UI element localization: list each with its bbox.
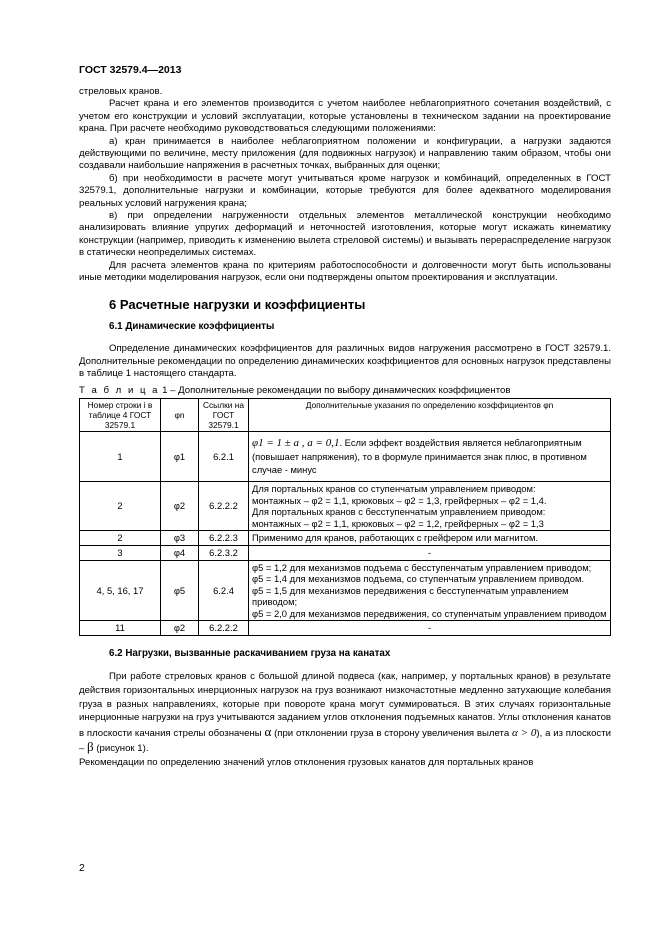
cell-notes: - (249, 621, 611, 636)
table-header-row (80, 398, 611, 431)
section-6-1-title: 6.1 Динамические коэффициенты (109, 320, 275, 332)
note-line: Для портальных кранов с бесступенчатым управлением приводом: (252, 506, 546, 518)
header-reference: Ссылки на ГОСТ 32579.1 (199, 398, 249, 431)
header-row-number: Номер строки i в таблице 4 ГОСТ 32579.1 (80, 398, 161, 431)
table-caption-label: Т а б л и ц а (79, 384, 160, 396)
note-text: . Если эффект воздействия является неблагоприятным (повышает напряжения), то в формуле принимается знак плюс, в противном случае - минус (252, 437, 587, 476)
cell-notes: Применимо для кранов, работающих с грейфером или магнитом. (249, 531, 611, 546)
text-segment: (при отклонении груза в сторону увеличения вылета (274, 727, 510, 739)
cell-notes (249, 560, 611, 621)
paragraph-alternative-methods: Для расчета элементов крана по критериям работоспособности и долговечности могут быть использованы иные методики моделирования нагрузок, если они подтверждены опытом проектирования и эксплуатации. (79, 259, 611, 284)
note-line: монтажных – φ2 = 1,1, крюковых – φ2 = 1,2, грейферных – φ2 = 1,3 (252, 517, 544, 529)
document-body (79, 86, 611, 770)
list-item-b: б) при необходимости в расчете могут учитываться кроме нагрузок и комбинаций, определенных в ГОСТ 32579.1, дополнительные нагрузки и комбинации, которые требуются для более адекватного моделирования реальных условий нагружения крана; (79, 172, 611, 209)
cell-phi: φ2 (161, 621, 199, 636)
note-line: φ5 = 2,0 для механизмов передвижения, со ступенчатым управлением приводом (252, 607, 607, 619)
cell-notes (249, 431, 611, 481)
table-row (80, 545, 611, 560)
table-row (80, 560, 611, 621)
paragraph-continuation: стреловых кранов. (79, 86, 163, 97)
table-row (80, 621, 611, 636)
paragraph-load-swing (79, 670, 611, 756)
cell-row-number: 1 (80, 431, 161, 481)
text-segment: (рисунок 1). (96, 743, 149, 755)
cell-row-number: 4, 5, 16, 17 (80, 560, 161, 621)
beta-symbol: β (87, 739, 94, 755)
table-1-caption (79, 385, 611, 397)
cell-phi: φ5 (161, 560, 199, 621)
note-line: монтажных – φ2 = 1,1, крюковых – φ2 = 1,3, грейферных – φ2 = 1,4. (252, 494, 547, 506)
cell-row-number: 2 (80, 531, 161, 546)
cell-phi: φ2 (161, 481, 199, 530)
text-segment: При работе стреловых кранов с большой длиной подвеса (как, например, у портальных кранов) в результате действия горизонтальных инерционных нагрузок на груз возникают низкочастотные медленно затухающие колебания груза в разных направлениях, которые при повороте крана могут суммироваться. В этих случаях горизонтальные инерционные нагрузки на груз учитываются заданием углов отклонения подъемных канатов. Углы отклонения канатов в плоскости качания стрелы обозначены (79, 671, 611, 739)
table-row (80, 431, 611, 481)
cell-phi: φ1 (161, 431, 199, 481)
table-1 (79, 398, 611, 636)
cell-reference: 6.2.2.2 (199, 621, 249, 636)
note-line: φ5 = 1,4 для механизмов подъема, со ступенчатым управлением приводом. (252, 573, 585, 585)
list-item-c: в) при определении нагруженности отдельных элементов металлической конструкции необходимо анализировать влияние упругих деформаций и неточностей изготовления, которые могут искажать кинематику конструкции (например, приводить к изменению вылета стреловой системы) и вызывать перераспределение нагрузок в статически неопределимых системах. (79, 210, 611, 259)
cell-reference: 6.2.2.3 (199, 531, 249, 546)
list-item-a: а) кран принимается в наиболее неблагоприятном положении и конфигурации, а нагрузки задаются действующими по величине, месту приложения (для подвижных нагрузок) и направлению таким образом, чтобы они создавали наибольшие напряжения в расчетных точках, выбранных для оценки; (79, 135, 611, 172)
paragraph-crane-calculation: Расчет крана и его элементов производится с учетом наиболее неблагоприятного сочетания воздействий, с учетом его конструкции и условий эксплуатации, которые установлены в техническом задании на проектирование крана. При расчете необходимо руководствоваться следующими положениями: (79, 98, 611, 135)
cell-reference: 6.2.2.2 (199, 481, 249, 530)
note-line: φ5 = 1,2 для механизмов подъема с бесступенчатым управлением приводом; (252, 561, 592, 573)
table-row (80, 481, 611, 530)
section-6-2-title: 6.2 Нагрузки, вызванные раскачиванием груза на канатах (109, 648, 391, 660)
page-number: 2 (79, 862, 85, 874)
alpha-condition: α > 0 (511, 726, 537, 739)
note-line: φ5 = 1,5 для механизмов передвижения с бесступенчатым управлением приводом; (252, 584, 569, 608)
cell-reference: 6.2.3.2 (199, 545, 249, 560)
cell-phi: φ3 (161, 531, 199, 546)
table-caption-text: 1 – Дополнительные рекомендации по выбору динамических коэффициентов (162, 384, 511, 396)
cell-notes (249, 481, 611, 530)
cell-reference: 6.2.4 (199, 560, 249, 621)
standard-code-header: ГОСТ 32579.4—2013 (79, 64, 182, 76)
cell-phi: φ4 (161, 545, 199, 560)
text-segment: ), а из плоскости – (79, 727, 611, 755)
cell-notes: - (249, 545, 611, 560)
table-row (80, 531, 611, 546)
paragraph-recommendations: Рекомендации по определению значений углов отклонения грузовых канатов для портальных кранов (79, 757, 534, 769)
paragraph-dynamic-coefficients: Определение динамических коэффициентов для различных видов нагружения рассмотрено в ГОСТ 32579.1. Дополнительные рекомендации по определению динамических коэффициентов для основных нагрузок представлены в таблице 1 настоящего стандарта. (79, 343, 611, 380)
cell-reference: 6.2.1 (199, 431, 249, 481)
header-notes: Дополнительные указания по определению коэффициентов φn (249, 398, 611, 431)
formula-phi1: φ1 = 1 ± a , a = 0,1 (252, 437, 340, 450)
cell-row-number: 11 (80, 621, 161, 636)
cell-row-number: 2 (80, 481, 161, 530)
header-phi: φn (161, 398, 199, 431)
alpha-symbol: α (264, 723, 272, 739)
note-line: Для портальных кранов со ступенчатым управлением приводом: (252, 482, 536, 494)
cell-row-number: 3 (80, 545, 161, 560)
section-6-title: 6 Расчетные нагрузки и коэффициенты (109, 296, 366, 312)
